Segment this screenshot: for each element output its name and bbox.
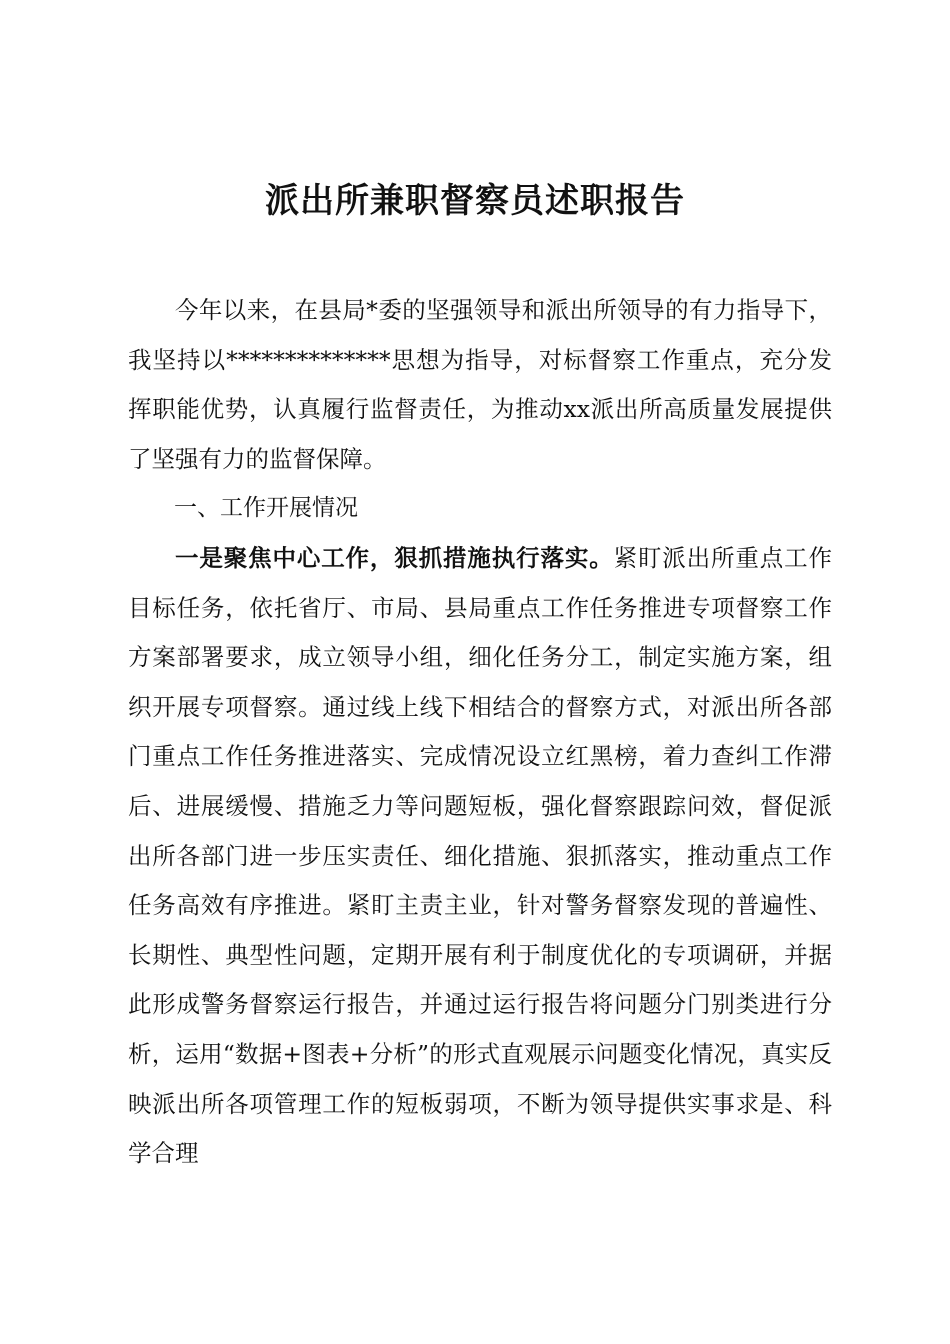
- document-title: 派出所兼职督察员述职报告: [265, 181, 685, 221]
- section-heading: 一、工作开展情况: [174, 495, 358, 522]
- document-body: [128, 286, 832, 1179]
- point-lead: 一是聚焦中心工作，狠抓措施执行落实。: [175, 543, 614, 572]
- point-paragraph: [128, 534, 832, 1179]
- intro-paragraph: 今年以来，在县局*委的坚强领导和派出所领导的有力指导下，我坚持以**************思想为指导，对标督察工作重点，充分发挥职能优势，认真履行监督责任，为推动xx派出所高质量发展提供了坚强有力的监督保障。: [128, 296, 832, 473]
- point-text: 紧盯派出所重点工作目标任务，依托省厅、市局、县局重点工作任务推进专项督察工作方案部署要求，成立领导小组，细化任务分工，制定实施方案，组织开展专项督察。通过线上线下相结合的督察方式，对派出所各部门重点工作任务推进落实、完成情况设立红黑榜，着力查纠工作滞后、进展缓慢、措施乏力等问题短板，强化督察跟踪问效，督促派出所各部门进一步压实责任、细化措施、狠抓落实，推动重点工作任务高效有序推进。紧盯主责主业，针对警务督察发现的普遍性、长期性、典型性问题，定期开展有利于制度优化的专项调研，并据此形成警务督察运行报告，并通过运行报告将问题分门别类进行分析，运用“数据+图表+分析”的形式直观展示问题变化情况，真实反映派出所各项管理工作的短板弱项，不断为领导提供实事求是、科学合理: [128, 543, 833, 1168]
